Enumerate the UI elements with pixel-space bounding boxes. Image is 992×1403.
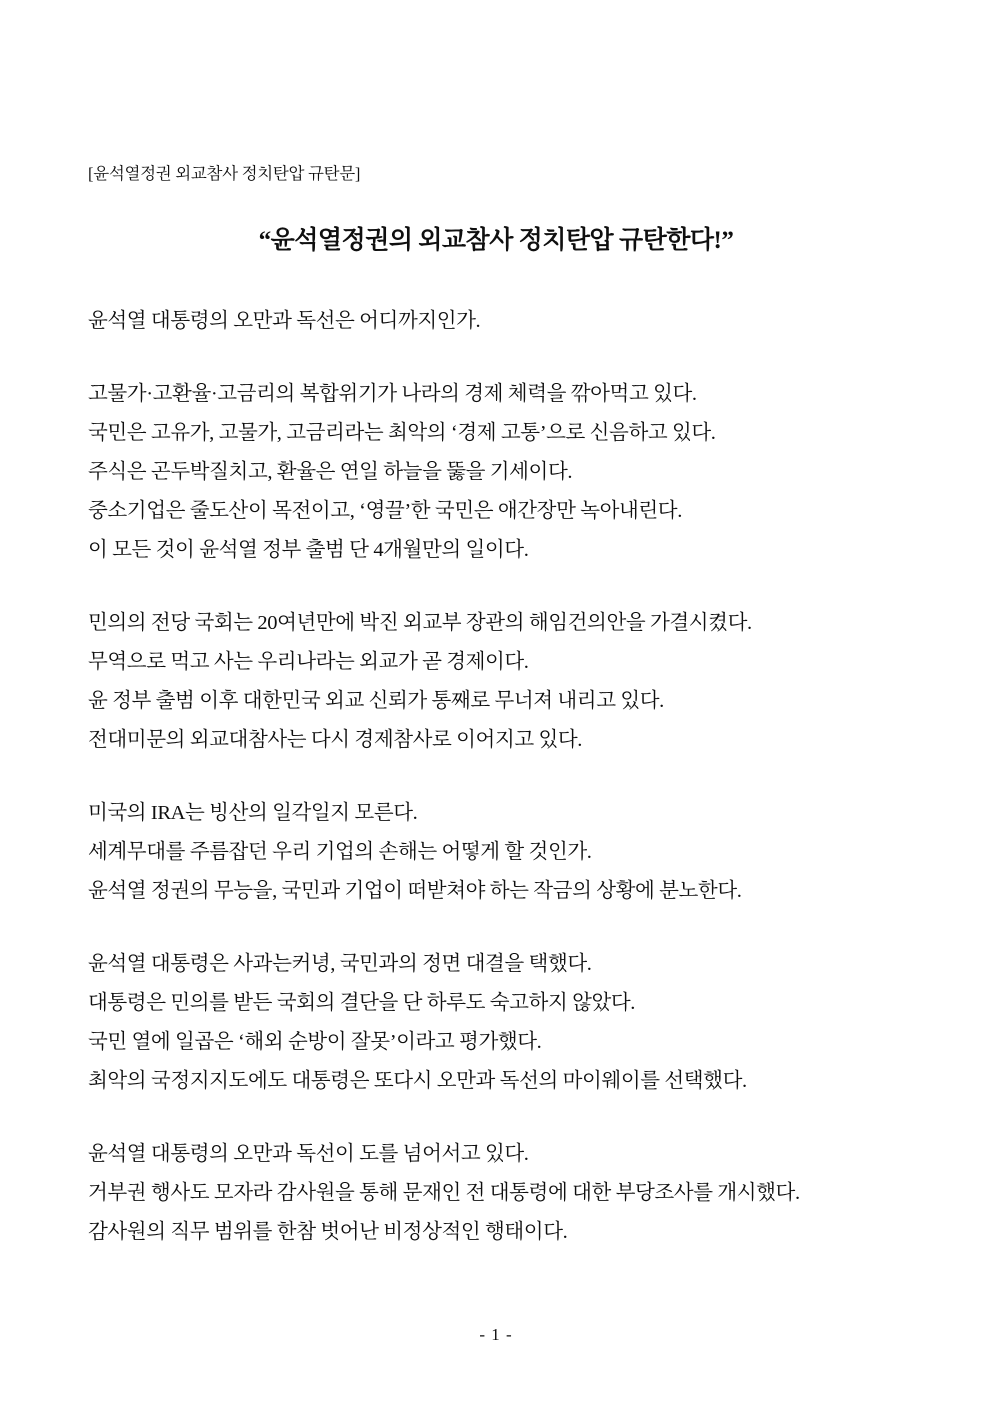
paragraph-2	[88, 375, 904, 570]
paragraph-line: 윤석열 대통령의 오만과 독선이 도를 넘어서고 있다.	[88, 1143, 529, 1165]
paragraph-line: 최악의 국정지지도에도 대통령은 또다시 오만과 독선의 마이웨이를 선택했다.	[88, 1070, 747, 1092]
document-tag: [윤석열정권 외교참사 정치탄압 규탄문]	[88, 164, 361, 183]
paragraph-line: 고물가·고환율·고금리의 복합위기가 나라의 경제 체력을 깎아먹고 있다.	[88, 383, 697, 405]
paragraph-line: 국민 열에 일곱은 ‘해외 순방이 잘못’이라고 평가했다.	[88, 1031, 542, 1053]
paragraph-1	[88, 302, 904, 341]
paragraph-3	[88, 604, 904, 760]
paragraph-4	[88, 794, 904, 911]
paragraph-line: 국민은 고유가, 고물가, 고금리라는 최악의 ‘경제 고통’으로 신음하고 있다.	[88, 422, 716, 444]
page-number: - 1 -	[479, 1325, 513, 1344]
paragraph-line: 윤석열 대통령은 사과는커녕, 국민과의 정면 대결을 택했다.	[88, 953, 592, 975]
paragraph-6	[88, 1135, 904, 1252]
paragraph-line: 미국의 IRA는 빙산의 일각일지 모른다.	[88, 802, 418, 824]
paragraph-line: 주식은 곤두박질치고, 환율은 연일 하늘을 뚫을 기세이다.	[88, 461, 573, 483]
paragraph-line: 전대미문의 외교대참사는 다시 경제참사로 이어지고 있다.	[88, 729, 583, 751]
paragraph-line: 감사원의 직무 범위를 한참 벗어난 비정상적인 행태이다.	[88, 1221, 568, 1243]
paragraph-line: 윤 정부 출범 이후 대한민국 외교 신뢰가 통째로 무너져 내리고 있다.	[88, 690, 664, 712]
paragraph-line: 민의의 전당 국회는 20여년만에 박진 외교부 장관의 해임건의안을 가결시켰다.	[88, 612, 752, 634]
paragraph-line: 중소기업은 줄도산이 목전이고, ‘영끌’한 국민은 애간장만 녹아내린다.	[88, 500, 682, 522]
paragraph-line: 대통령은 민의를 받든 국회의 결단을 단 하루도 숙고하지 않았다.	[88, 992, 636, 1014]
paragraph-line: 윤석열 정권의 무능을, 국민과 기업이 떠받쳐야 하는 작금의 상황에 분노한다.	[88, 880, 742, 902]
paragraph-line: 무역으로 먹고 사는 우리나라는 외교가 곧 경제이다.	[88, 651, 529, 673]
paragraph-line: 거부권 행사도 모자라 감사원을 통해 문재인 전 대통령에 대한 부당조사를 개시했다.	[88, 1182, 800, 1204]
paragraph-line: 윤석열 대통령의 오만과 독선은 어디까지인가.	[88, 310, 481, 332]
paragraph-line: 이 모든 것이 윤석열 정부 출범 단 4개월만의 일이다.	[88, 539, 529, 561]
document-title: “윤석열정권의 외교참사 정치탄압 규탄한다!”	[258, 227, 734, 254]
paragraph-5	[88, 945, 904, 1101]
paragraph-line: 세계무대를 주름잡던 우리 기업의 손해는 어떻게 할 것인가.	[88, 841, 592, 863]
